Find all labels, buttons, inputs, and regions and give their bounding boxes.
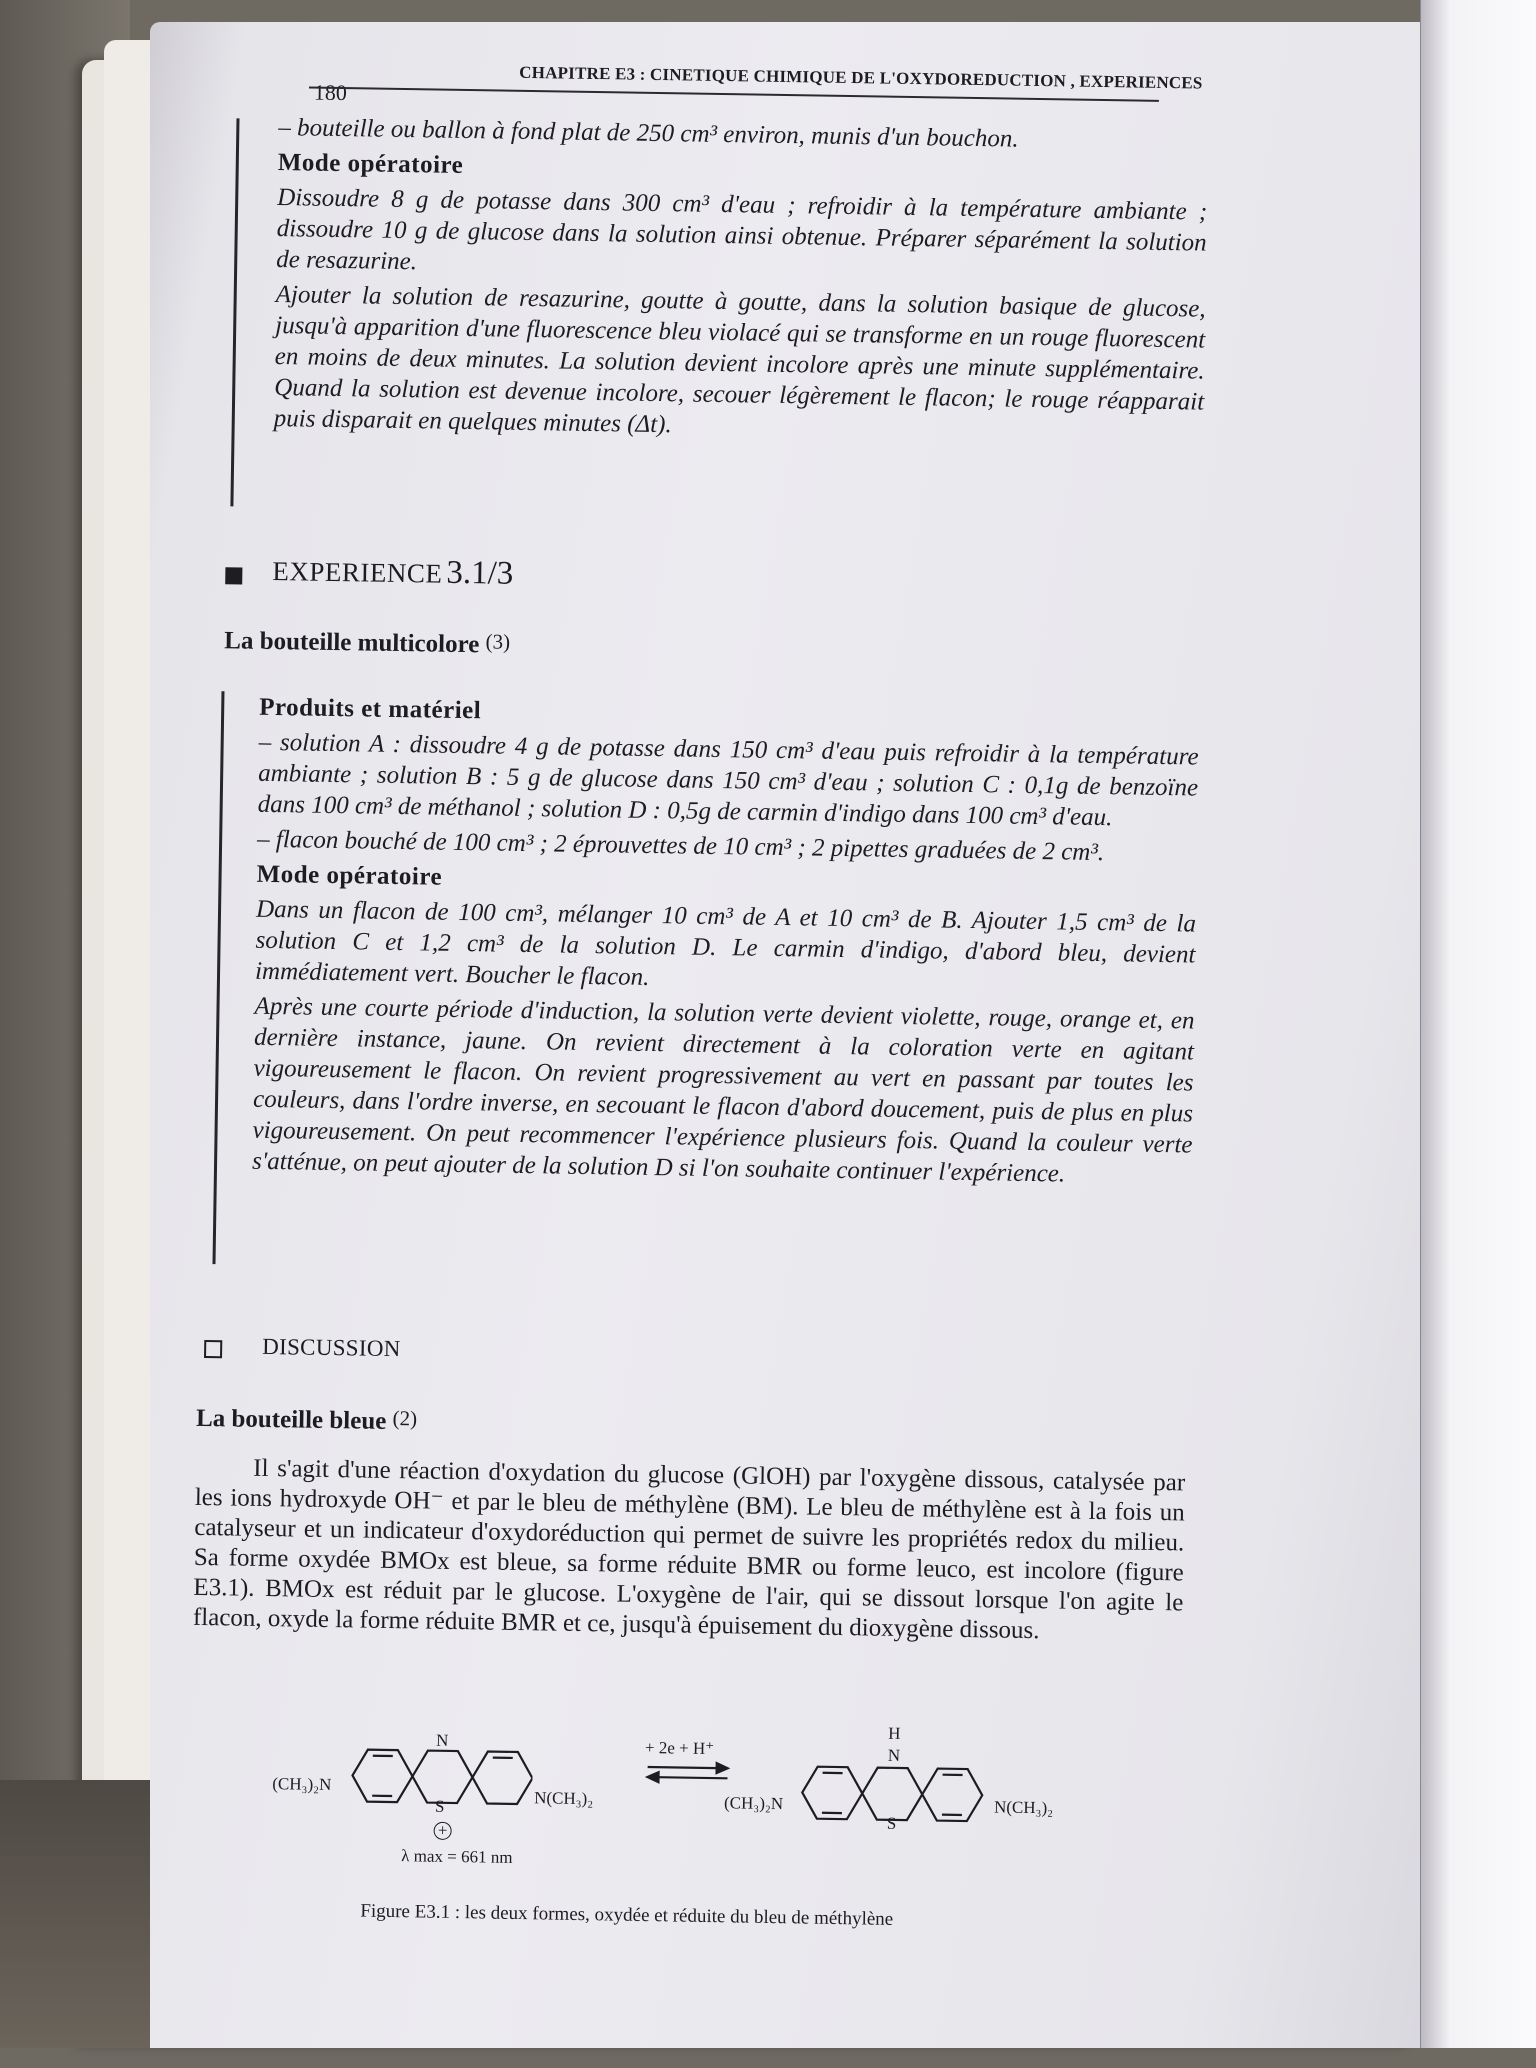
oxidized-n-atom: N	[436, 1731, 449, 1751]
experience-label: EXPERIENCE	[272, 556, 442, 589]
running-header: CHAPITRE E3 : CINETIQUE CHIMIQUE DE L'OXYDOREDUCTION , EXPERIENCES	[519, 63, 1203, 94]
reaction-conditions: + 2e + H⁺	[645, 1738, 715, 1759]
reduced-right-amine: N(CH₃)₂	[994, 1797, 1053, 1818]
discussion-body	[193, 1453, 1186, 1649]
discussion-heading	[204, 1333, 401, 1362]
solutions-list: – solution A : dissoudre 4 g de potasse dans 150 cm³ d'eau puis refroidir à la température ambiante ; solution B : 5 g de glucose dans 150 cm³ d'eau ; solution C : 0,1g de benzoïne dans 100 cm³ de méthanol ; solution D : 0,5g de carmin d'indigo dans 100 cm³ d'eau.	[257, 727, 1198, 835]
experience-ref: (3)	[485, 629, 510, 653]
experience-title	[224, 625, 510, 659]
mode-heading-1: Mode opératoire	[278, 147, 1208, 193]
section1-block	[273, 112, 1208, 453]
positive-charge: +	[433, 1822, 451, 1840]
experience-number: 3.1/3	[446, 555, 513, 592]
oxidized-s-atom: S	[435, 1797, 445, 1817]
lambda-max: λ max = 661 nm	[401, 1846, 513, 1868]
page-content	[118, 22, 1420, 2068]
figure-e3-1	[271, 1724, 1173, 1898]
materiel-list: – flacon bouché de 100 cm³ ; 2 éprouvettes de 10 cm³ ; 2 pipettes graduées de 2 cm³.	[257, 824, 1197, 870]
left-amine-group: (CH₃)₂N	[272, 1774, 331, 1795]
discussion-ref: (2)	[392, 1406, 417, 1430]
discussion-label: DISCUSSION	[262, 1334, 401, 1361]
margin-bar-2	[212, 691, 224, 1264]
discussion-title	[196, 1403, 417, 1436]
equilibrium-arrows	[642, 1760, 732, 1785]
mode-heading-2: Mode opératoire	[256, 859, 1196, 905]
reduced-left-amine: (CH₃)₂N	[724, 1793, 783, 1814]
figure-caption: Figure E3.1 : les deux formes, oxydée et réduite du bleu de méthylène	[360, 1901, 893, 1931]
mode2-para-2: Après une courte période d'induction, la solution verte devient violette, rouge, orange et, en dernière instance, jaune. On revient directement à la coloration verte en agitant vigoureusement le flacon. On revient progressivement au vert en passant par toutes les couleurs, dans l'ordre inverse, en secouant le flacon d'abord doucement, puis de plus en plus vigoureusement. On peut recommencer l'expérience plusieurs fois. Quand la couleur verte s'atténue, on peut ajouter de la solution D si l'on souhaite continuer l'expérience.	[252, 991, 1195, 1192]
oxidized-molecule-drawing	[332, 1725, 534, 1828]
mode-para-1: Dissoudre 8 g de potasse dans 300 cm³ d'eau ; refroidir à la température ambiante ; dissoudre 10 g de glucose dans la solution ainsi obtenue. Préparer séparément la solution de resazurine.	[276, 182, 1207, 290]
experience-title-text: La bouteille multicolore	[224, 627, 479, 658]
open-square-icon	[204, 1340, 222, 1358]
reduced-n-atom: N	[888, 1746, 901, 1766]
products-heading: Produits et matériel	[259, 692, 1199, 738]
section2-block	[252, 692, 1200, 1196]
filled-square-icon	[225, 567, 242, 584]
facing-page-edge	[1420, 0, 1536, 2048]
discussion-paragraph: Il s'agit d'une réaction d'oxydation du glucose (GlOH) par l'oxygène dissous, catalysée par les ions hydroxyde OH⁻ et par le bleu de méthylène (BM). Le bleu de méthylène est à la fois un catalyseur et un indicateur d'oxydoréduction qui permet de suivre les propriétés redox du milieu. Sa forme oxydée BMOx est bleue, sa forme réduite BMR ou forme leuco, est incolore (figure E3.1). BMOx est réduit par le glucose. L'oxygène de l'air, qui se dissout lorsque l'on agite le flacon, oxyde la forme réduite BMR et ce, jusqu'à épuisement du dioxygène dissous.	[193, 1453, 1186, 1649]
experience-heading	[225, 551, 513, 593]
oxidized-right-amine: N(CH₃)₂	[534, 1788, 593, 1809]
page-number: 180	[314, 80, 347, 107]
discussion-title-text: La bouteille bleue	[196, 1405, 387, 1435]
mode2-para-1: Dans un flacon de 100 cm³, mélanger 10 cm³ de A et 10 cm³ de B. Ajouter 1,5 cm³ de la solution C et 1,2 cm³ de la solution D. Le carmin d'indigo, d'abord bleu, devient immédiatement vert. Boucher le flacon.	[255, 894, 1196, 1002]
mode-para-2: Ajouter la solution de resazurine, goutte à goutte, dans la solution basique de glucose, jusqu'à apparition d'une fluorescence bleu violacé qui se transforme en un rouge fluorescent en moins de deux minutes. La solution devient incolore après une minute supplémentaire. Quand la solution est devenue incolore, secouer légèrement le flacon; le rouge réapparait puis disparait en quelques minutes (Δt).	[274, 279, 1206, 449]
margin-bar-1	[230, 118, 239, 506]
bottle-item: – bouteille ou ballon à fond plat de 250 cm³ environ, munis d'un bouchon.	[278, 112, 1208, 158]
reduced-h-atom: H	[888, 1724, 901, 1744]
reduced-s-atom: S	[887, 1814, 897, 1834]
